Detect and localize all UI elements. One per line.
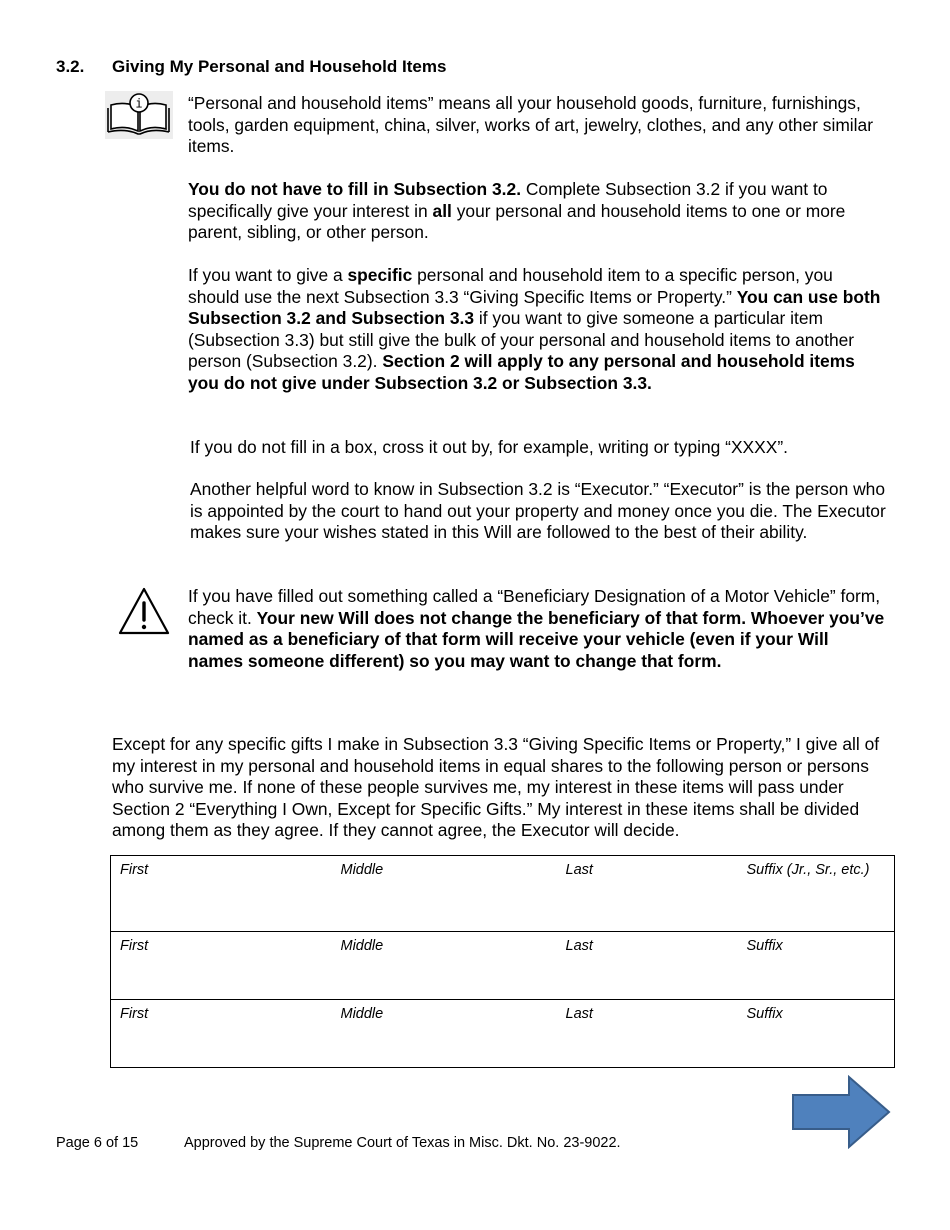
next-arrow-icon[interactable]: [791, 1075, 891, 1149]
name-row[interactable]: [111, 856, 895, 932]
cross-out-instruction: If you do not fill in a box, cross it out by, for example, writing or typing “XXXX”.: [190, 437, 788, 457]
name-row[interactable]: [111, 932, 895, 1000]
specific-bold-both: You can use both Subsection 3.2 and Subsection 3.3: [188, 286, 881, 329]
first-name-field[interactable]: First: [111, 856, 332, 932]
middle-name-field[interactable]: Middle: [332, 1000, 557, 1068]
first-name-field[interactable]: First: [111, 1000, 332, 1068]
page-number: Page 6 of 15: [56, 1135, 139, 1151]
specific-bold-section2: Section 2 will apply to any personal and household items you do not give under Subsection 3.2 or Subsection 3.3.: [188, 351, 855, 393]
optional-note-bold: You do not have to fill in Subsection 3.2.: [188, 179, 522, 199]
section-heading: [56, 57, 446, 77]
suffix-field[interactable]: Suffix: [738, 932, 895, 1000]
specific-bold-word: specific: [347, 265, 413, 285]
specific-text-e: if you want to give someone a particular item (Subsection 3.3) but still give the bulk of your personal and household items to another person (Subsection 3.2).: [188, 308, 855, 372]
suffix-field[interactable]: Suffix: [738, 1000, 895, 1068]
approval-note: Approved by the Supreme Court of Texas in Misc. Dkt. No. 23-9022.: [184, 1135, 621, 1151]
beneficiary-name-table: [110, 855, 895, 1068]
optional-note-text-a: Complete Subsection 3.2 if you want to specifically give your interest in: [188, 179, 828, 221]
middle-name-field[interactable]: Middle: [332, 932, 557, 1000]
info-book-icon: [105, 91, 173, 139]
optional-note-all: all: [432, 200, 452, 221]
warning-icon: [117, 585, 171, 637]
section-title: Giving My Personal and Household Items: [112, 57, 447, 76]
optional-note-text-c: your personal and household items to one or more parent, sibling, or other person.: [188, 200, 846, 243]
vehicle-warning-bold: Your new Will does not change the beneficiary of that form. Whoever you’ve named as a beneficiary of that form will receive your vehicle (even if your Will names someone different) so you may want to change that form.: [188, 607, 885, 671]
specific-item-paragraph: [188, 265, 888, 395]
vehicle-warning-paragraph: [188, 586, 888, 672]
last-name-field[interactable]: Last: [557, 932, 738, 1000]
will-clause: Except for any specific gifts I make in Subsection 3.3 “Giving Specific Items or Property,” I give all of my interest in my personal and household items in equal shares to the following person or persons who survive me. If none of these people survives me, my interest in these items will pass under Section 2 “Everything I Own, Except for Specific Gifts.” My interest in these items shall be divided among them as they agree. If they cannot agree, the Executor will decide.: [112, 734, 880, 841]
name-row[interactable]: [111, 1000, 895, 1068]
page-footer: [56, 1135, 621, 1151]
definition-paragraph: “Personal and household items” means all your household goods, furniture, furnishings, tools, garden equipment, china, silver, works of art, jewelry, clothes, and any other similar items.: [188, 93, 873, 157]
specific-text-c: personal and household item to a specific person, you should use the next Subsection 3.3 “Giving Specific Items or Property.”: [188, 265, 833, 307]
vehicle-warning-text: If you have filled out something called a “Beneficiary Designation of a Motor Vehicle” form, check it.: [188, 586, 881, 628]
last-name-field[interactable]: Last: [557, 856, 738, 932]
middle-name-field[interactable]: Middle: [332, 856, 557, 932]
first-name-field[interactable]: First: [111, 932, 332, 1000]
executor-definition: Another helpful word to know in Subsection 3.2 is “Executor.” “Executor” is the person who is appointed by the court to hand out your property and money once you die. The Executor makes sure your wishes stated in this Will are followed to the best of their ability.: [190, 479, 886, 543]
specific-text-a: If you want to give a: [188, 265, 348, 285]
optional-note-paragraph: [188, 179, 888, 244]
suffix-field[interactable]: Suffix (Jr., Sr., etc.): [738, 856, 895, 932]
section-number: 3.2.: [56, 57, 85, 76]
svg-text:i: i: [135, 96, 143, 111]
last-name-field[interactable]: Last: [557, 1000, 738, 1068]
